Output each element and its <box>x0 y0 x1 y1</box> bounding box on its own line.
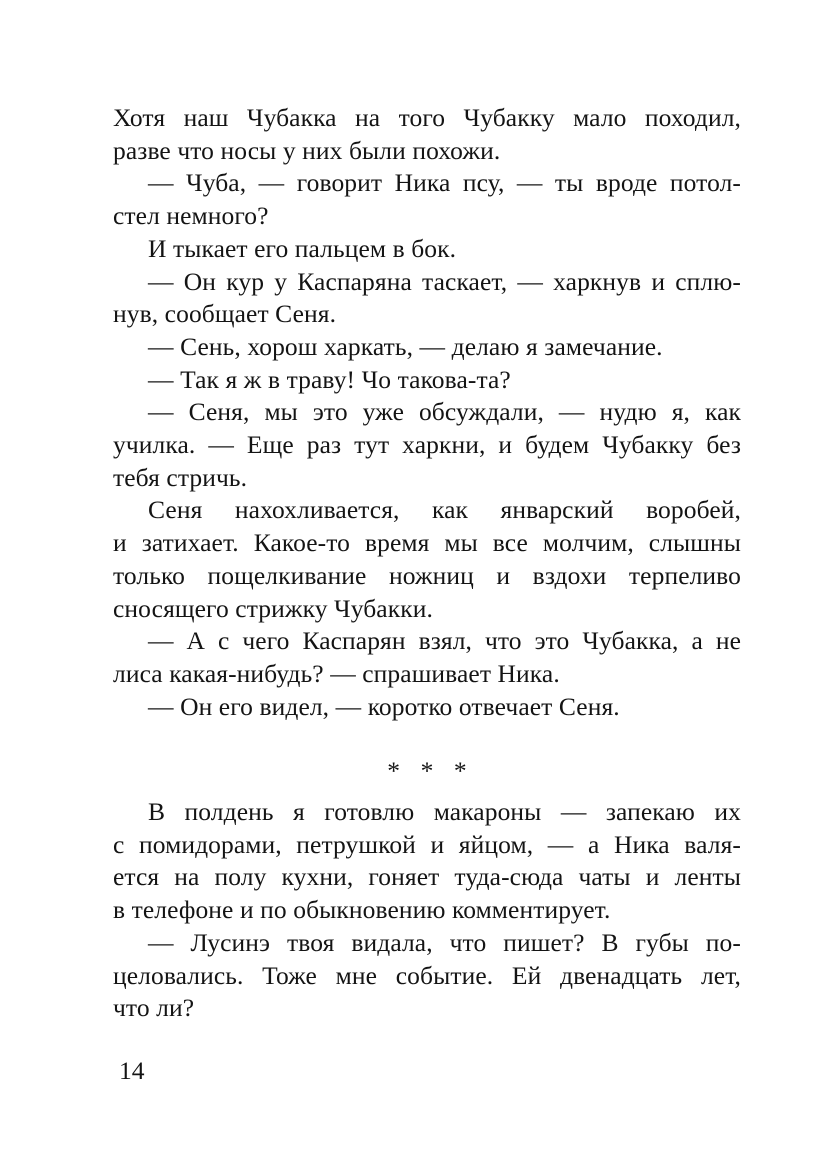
text-line: Сеня нахохливается, как январский воробей, <box>148 495 741 525</box>
page-number: 14 <box>119 1056 145 1085</box>
text-line: — Сень, хорош харкать, — делаю я замечание. <box>148 331 663 361</box>
text-line: нув, сообщает Сеня. <box>113 299 337 329</box>
text-line: училка. — Еще раз тут харкни, и будем Чубакку без <box>113 430 741 460</box>
paragraph <box>113 625 741 690</box>
text-line: стел немного? <box>113 201 269 231</box>
text-line: и затихает. Какое-то время мы все молчим, слышны <box>113 528 741 558</box>
text-line: — Так я ж в траву! Чо такова-та? <box>148 364 511 394</box>
paragraph <box>113 167 741 232</box>
text-line: — Лусинэ твоя видала, что пишет? В губы по- <box>148 927 741 957</box>
paragraph <box>113 331 741 364</box>
text-line: тебя стричь. <box>113 462 248 492</box>
text-line: — Чуба, — говорит Ника псу, — ты вроде потол- <box>148 168 741 198</box>
section-separator: * * * <box>387 756 467 786</box>
paragraph <box>113 102 741 167</box>
paragraph <box>113 364 741 397</box>
text-line: в телефоне и по обыкновению комментирует. <box>113 895 611 925</box>
text-line: В полдень я готовлю макароны — запекаю их <box>148 797 741 827</box>
text-line: — Он кур у Каспаряна таскает, — харкнув и сплю- <box>148 266 741 296</box>
paragraph <box>113 927 741 1025</box>
text-line: ется на полу кухни, гоняет туда-сюда чаты и ленты <box>113 862 741 892</box>
text-line: что ли? <box>113 993 195 1023</box>
text-line: — Сеня, мы это уже обсуждали, — нудю я, как <box>148 397 741 427</box>
paragraph <box>113 796 741 927</box>
text-line: целовались. Тоже мне событие. Ей двенадцать лет, <box>113 960 741 990</box>
text-line: Хотя наш Чубакка на того Чубакку мало походил, <box>113 103 741 132</box>
text-block <box>113 102 741 1025</box>
text-line: — Он его видел, — коротко отвечает Сеня. <box>148 691 620 721</box>
text-line: разве что носы у них были похожи. <box>113 135 501 165</box>
paragraph <box>113 233 741 266</box>
paragraph <box>113 691 741 724</box>
paragraph <box>113 396 741 494</box>
text-line: с помидорами, петрушкой и яйцом, — а Ника валя- <box>113 829 741 859</box>
text-line: И тыкает его пальцем в бок. <box>148 233 457 263</box>
text-line: — А с чего Каспарян взял, что это Чубакка, а не <box>148 626 741 656</box>
paragraph <box>113 266 741 331</box>
paragraph <box>113 494 741 625</box>
text-line: лиса какая-нибудь? — спрашивает Ника. <box>113 658 560 688</box>
text-line: сносящего стрижку Чубакки. <box>113 593 433 623</box>
text-line: только пощелкивание ножниц и вздохи терпеливо <box>113 560 741 590</box>
